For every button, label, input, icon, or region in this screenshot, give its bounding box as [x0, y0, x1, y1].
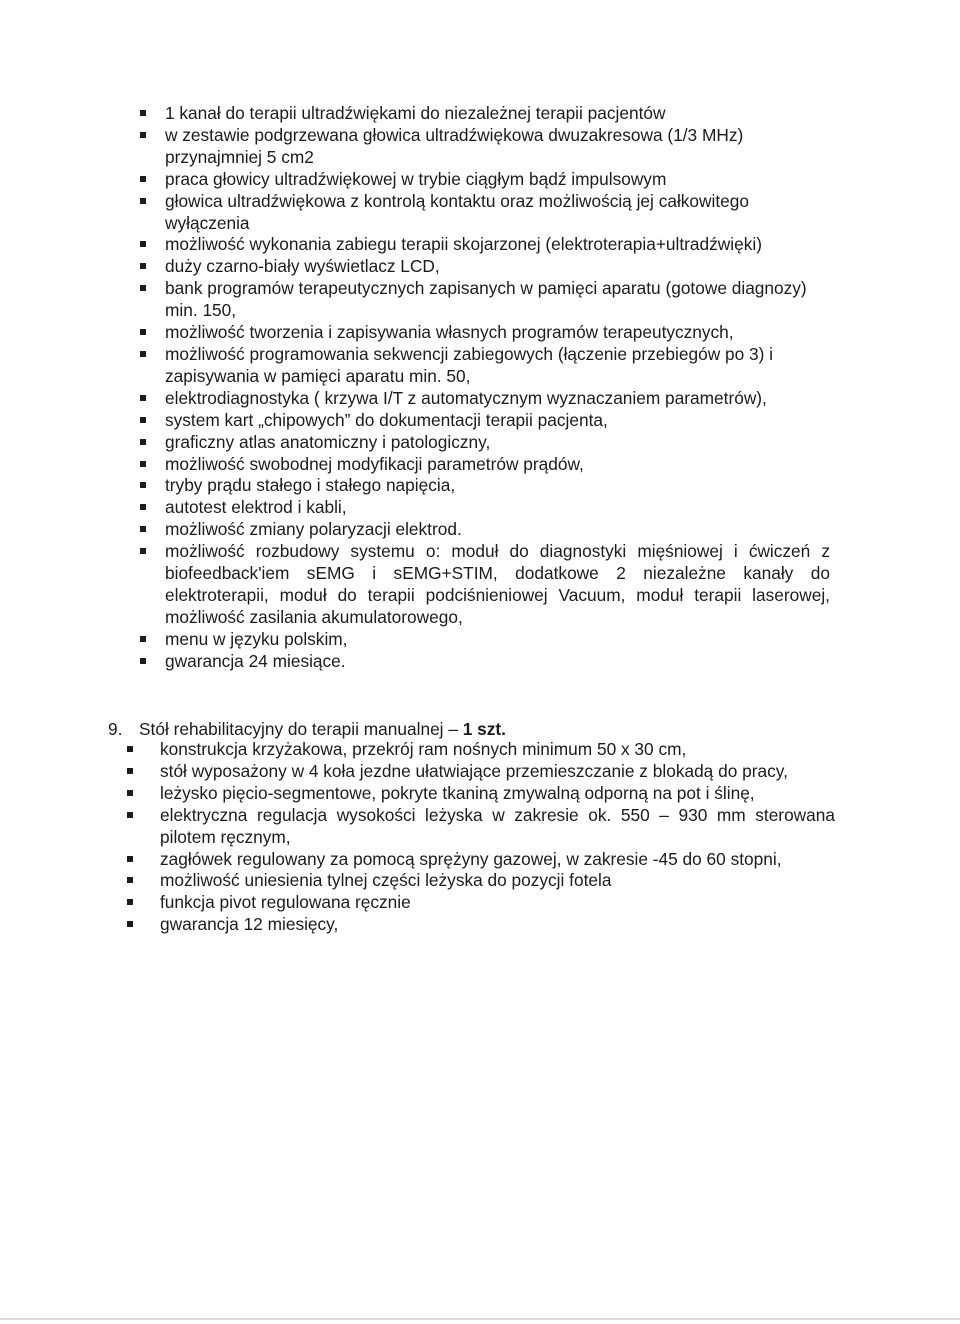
list-item: możliwość zmiany polaryzacji elektrod.	[165, 519, 830, 541]
list-item: duży czarno-biały wyświetlacz LCD,	[165, 256, 830, 278]
device-features-list	[165, 103, 830, 673]
list-item: gwarancja 24 miesiące.	[165, 651, 830, 673]
list-item: głowica ultradźwiękowa z kontrolą kontaktu oraz możliwością jej całkowitego wyłączenia	[165, 191, 830, 235]
list-item: elektrodiagnostyka ( krzywa I/T z automatycznym wyznaczaniem parametrów),	[165, 388, 830, 410]
list-item: stół wyposażony w 4 koła jezdne ułatwiające przemieszczanie z blokadą do pracy,	[160, 761, 835, 783]
list-item: funkcja pivot regulowana ręcznie	[160, 892, 835, 914]
list-item: możliwość rozbudowy systemu o: moduł do diagnostyki mięśniowej i ćwiczeń z biofeedback'iem sEMG i sEMG+STIM, dodatkowe 2 niezależne kanały do elektroterapii, moduł do terapii podciśnieniowej Vacuum, moduł terapii laserowej, możliwość zasilania akumulatorowego,	[165, 541, 830, 627]
list-item: możliwość wykonania zabiegu terapii skojarzonej (elektroterapia+ultradźwięki)	[165, 234, 830, 256]
section-title: Stół rehabilitacyjny do terapii manualnej –	[139, 719, 463, 739]
list-item: możliwość programowania sekwencji zabiegowych (łączenie przebiegów po 3) i zapisywania w pamięci aparatu min. 50,	[165, 344, 830, 388]
page-bottom-edge	[0, 1318, 960, 1320]
list-item: gwarancja 12 miesięcy,	[160, 914, 835, 936]
list-item: praca głowicy ultradźwiękowej w trybie ciągłym bądź impulsowym	[165, 169, 830, 191]
list-item: możliwość tworzenia i zapisywania własnych programów terapeutycznych,	[165, 322, 830, 344]
section-number: 9.	[108, 719, 123, 739]
list-item: elektryczna regulacja wysokości leżyska w zakresie ok. 550 – 930 mm sterowana pilotem ręcznym,	[160, 804, 835, 847]
list-item: menu w języku polskim,	[165, 629, 830, 651]
list-item: graficzny atlas anatomiczny i patologiczny,	[165, 432, 830, 454]
section-quantity: 1 szt.	[462, 719, 506, 739]
list-item: 1 kanał do terapii ultradźwiękami do niezależnej terapii pacjentów	[165, 103, 830, 125]
list-item: konstrukcja krzyżakowa, przekrój ram nośnych minimum 50 x 30 cm,	[160, 739, 835, 761]
list-item: w zestawie podgrzewana głowica ultradźwiękowa dwuzakresowa (1/3 MHz) przynajmniej 5 cm2	[165, 125, 830, 169]
list-item: możliwość uniesienia tylnej części leżyska do pozycji fotela	[160, 870, 835, 892]
list-item: możliwość swobodnej modyfikacji parametrów prądów,	[165, 454, 830, 476]
list-item: zagłówek regulowany za pomocą sprężyny gazowej, w zakresie -45 do 60 stopni,	[160, 849, 835, 871]
section-heading	[108, 718, 828, 740]
list-item: system kart „chipowych” do dokumentacji terapii pacjenta,	[165, 410, 830, 432]
list-item: autotest elektrod i kabli,	[165, 497, 830, 519]
list-item: leżysko pięcio-segmentowe, pokryte tkaniną zmywalną odporną na pot i ślinę,	[160, 783, 835, 805]
list-item: tryby prądu stałego i stałego napięcia,	[165, 475, 830, 497]
list-item: bank programów terapeutycznych zapisanych w pamięci aparatu (gotowe diagnozy) min. 150,	[165, 278, 830, 322]
table-features-list	[160, 739, 835, 936]
